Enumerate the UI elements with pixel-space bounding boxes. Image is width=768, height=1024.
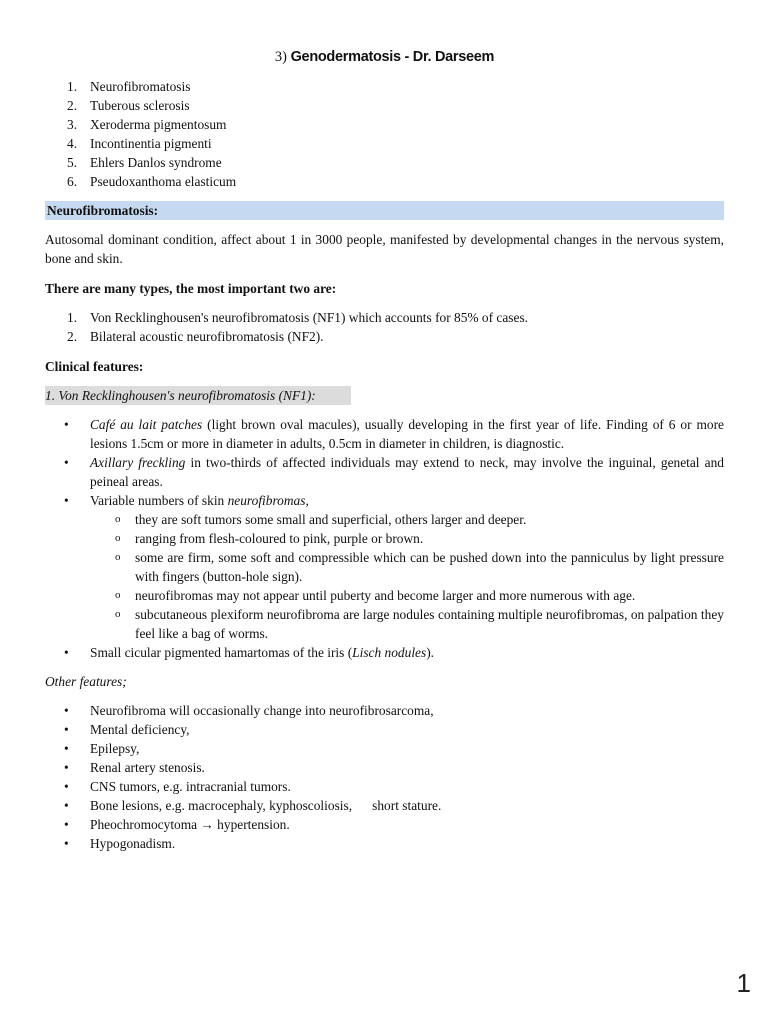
list-item: • Epilepsy, [64,741,140,756]
section-heading: Neurofibromatosis: [45,201,724,220]
list-item: 1. Neurofibromatosis [67,79,191,94]
list-item: • Variable numbers of skin neurofibromas, [64,493,309,508]
topic-list [45,77,724,191]
bullet-icon: • [64,798,69,813]
circle-bullet-icon: o [115,513,121,525]
clinical-heading: Clinical features: [45,359,144,374]
bullet-icon: • [64,817,69,832]
list-item: 2. Bilateral acoustic neurofibromatosis (NF2). [67,329,324,344]
types-heading: There are many types, the most important two are: [45,281,337,296]
other-features-heading: Other features; [45,674,127,689]
circle-bullet-icon: o [115,532,121,544]
bullet-icon: • [64,493,69,508]
types-list [45,308,724,346]
list-item: • Pheochromocytoma → hypertension. [64,817,290,832]
bullet-icon: • [64,836,69,851]
list-item: 4. Incontinentia pigmenti [67,136,212,151]
other-features-list [45,701,724,853]
bullet-icon: • [64,760,69,775]
list-item: • Hypogonadism. [64,836,176,851]
bullet-icon: • [64,455,69,470]
list-item: • Axillary freckling in two-thirds of affected individuals may extend to neck, may involve the inguinal, genetal and peineal areas. [64,455,725,489]
sub-list-item: o they are soft tumors some small and superficial, others larger and deeper. [115,512,527,527]
nf1-heading: 1. Von Recklinghousen's neurofibromatosis (NF1): [45,386,351,405]
bullet-icon: • [64,741,69,756]
list-item: • Mental deficiency, [64,722,190,737]
title-text: Genodermatosis - Dr. Darseem [290,49,495,65]
list-item: • CNS tumors, e.g. intracranial tumors. [64,779,291,794]
list-item: • Neurofibroma will occasionally change into neurofibrosarcoma, [64,703,434,718]
bullet-icon: • [64,645,69,660]
list-item: • Bone lesions, e.g. macrocephaly, kyphoscoliosis, short stature. [64,798,442,813]
bullet-icon: • [64,722,69,737]
list-item: 1. Von Recklinghousen's neurofibromatosis (NF1) which accounts for 85% of cases. [67,310,529,325]
page-title [45,48,724,67]
title-number: 3) [274,49,287,65]
list-item: 3. Xeroderma pigmentosum [67,117,227,132]
list-item: 6. Pseudoxanthoma elasticum [67,174,237,189]
page-number: 1 [736,968,751,998]
circle-bullet-icon: o [115,589,121,601]
sub-list-item: o ranging from flesh-coloured to pink, purple or brown. [115,531,424,546]
document-page [45,48,724,853]
clinical-features-list [45,415,724,662]
intro-paragraph: Autosomal dominant condition, affect about 1 in 3000 people, manifested by developmental changes in the nervous system, bone and skin. [45,232,724,266]
list-item: 2. Tuberous sclerosis [67,98,190,113]
circle-bullet-icon: o [115,551,121,563]
bullet-icon: • [64,417,69,432]
sub-list-item: o subcutaneous plexiform neurofibroma are large nodules containing multiple neurofibromas, on palpation they feel like a bag of worms. [115,607,724,641]
list-item: • Café au lait patches (light brown oval macules), usually developing in the first year of life. Finding of 6 or more lesions 1.5cm or more in diameter in adults, 0.5cm in diameter in children, is diagnostic. [64,417,724,451]
list-item: 5. Ehlers Danlos syndrome [67,155,222,170]
sub-list-item: o neurofibromas may not appear until puberty and become larger and more numerous with age. [115,588,636,603]
list-item: • Small cicular pigmented hamartomas of the iris (Lisch nodules). [64,645,435,660]
sub-list-item: o some are firm, some soft and compressible which can be pushed down into the panniculus by light pressure with fingers (button-hole sign). [115,550,724,584]
circle-bullet-icon: o [115,608,121,620]
list-item: • Renal artery stenosis. [64,760,205,775]
bullet-icon: • [64,779,69,794]
bullet-icon: • [64,703,69,718]
